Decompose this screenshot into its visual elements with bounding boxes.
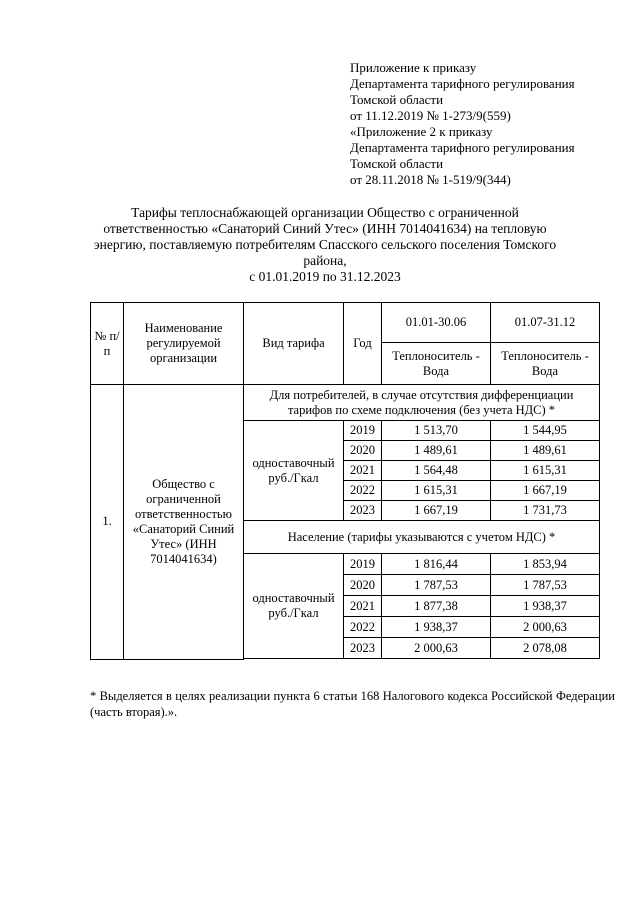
value-cell: 1 938,37 (491, 596, 600, 617)
header-num: № п/п (91, 303, 124, 385)
value-cell: 1 615,31 (382, 481, 491, 501)
year-cell: 2022 (344, 617, 382, 638)
value-cell: 1 787,53 (491, 575, 600, 596)
tariff-type-cell: одноставочный руб./Гкал (244, 421, 344, 521)
header-tariff-type: Вид тарифа (244, 303, 344, 385)
footnote: * Выделяется в целях реализации пункта 6 статьи 168 Налогового кодекса Российской Федерации (часть вторая).». (90, 689, 615, 719)
tariff-type-cell: одноставочный руб./Гкал (244, 554, 344, 659)
group-heading: Для потребителей, в случае отсутствия дифференциации тарифов по схеме подключения (без учета НДС) * (244, 385, 600, 421)
value-cell: 1 489,61 (491, 441, 600, 461)
header-period-1: 01.01-30.06 (382, 303, 491, 343)
document-title (90, 205, 560, 285)
year-cell: 2023 (344, 638, 382, 659)
header-period-2: 01.07-31.12 (491, 303, 600, 343)
header-carrier-1: Теплоноситель - Вода (382, 343, 491, 385)
value-cell: 1 615,31 (491, 461, 600, 481)
appendix-line: Томской области (350, 92, 444, 107)
value-cell: 2 000,63 (382, 638, 491, 659)
tariff-table (90, 302, 600, 660)
header-year: Год (344, 303, 382, 385)
appendix-line: Департамента тарифного регулирования (350, 140, 575, 155)
value-cell: 1 938,37 (382, 617, 491, 638)
title-period: с 01.01.2019 по 31.12.2023 (249, 269, 401, 284)
value-cell: 1 544,95 (491, 421, 600, 441)
value-cell: 1 667,19 (491, 481, 600, 501)
value-cell: 1 731,73 (491, 501, 600, 521)
year-cell: 2021 (344, 461, 382, 481)
value-cell: 1 513,70 (382, 421, 491, 441)
value-cell: 1 787,53 (382, 575, 491, 596)
value-cell: 2 000,63 (491, 617, 600, 638)
appendix-line: «Приложение 2 к приказу (350, 124, 493, 139)
appendix-line: Приложение к приказу (350, 60, 477, 75)
header-row (91, 303, 600, 343)
appendix-line: Томской области (350, 156, 444, 171)
appendix-reference (350, 60, 630, 188)
group-heading: Население (тарифы указываются с учетом НДС) * (244, 521, 600, 554)
value-cell: 1 816,44 (382, 554, 491, 575)
year-cell: 2020 (344, 575, 382, 596)
appendix-line: от 11.12.2019 № 1-273/9(559) (350, 108, 511, 123)
appendix-line: от 28.11.2018 № 1-519/9(344) (350, 172, 511, 187)
title-main: Тарифы теплоснабжающей организации Общество с ограниченной ответственностью «Санаторий Синий Утес» (ИНН 7014041634) на тепловую энергию, поставляемую потребителям Спасского сельского поселения Томского района, (93, 205, 557, 268)
year-cell: 2020 (344, 441, 382, 461)
value-cell: 2 078,08 (491, 638, 600, 659)
header-organization: Наименование регулируемой организации (124, 303, 244, 385)
appendix-line: Департамента тарифного регулирования (350, 76, 575, 91)
header-carrier-2: Теплоноситель - Вода (491, 343, 600, 385)
year-cell: 2022 (344, 481, 382, 501)
value-cell: 1 667,19 (382, 501, 491, 521)
value-cell: 1 853,94 (491, 554, 600, 575)
year-cell: 2021 (344, 596, 382, 617)
value-cell: 1 877,38 (382, 596, 491, 617)
row-number: 1. (91, 385, 124, 660)
organization-name: Общество с ограниченной ответственностью «Санаторий Синий Утес» (ИНН 7014041634) (124, 385, 244, 660)
year-cell: 2019 (344, 421, 382, 441)
value-cell: 1 489,61 (382, 441, 491, 461)
year-cell: 2019 (344, 554, 382, 575)
year-cell: 2023 (344, 501, 382, 521)
group-heading-row (91, 385, 600, 421)
value-cell: 1 564,48 (382, 461, 491, 481)
